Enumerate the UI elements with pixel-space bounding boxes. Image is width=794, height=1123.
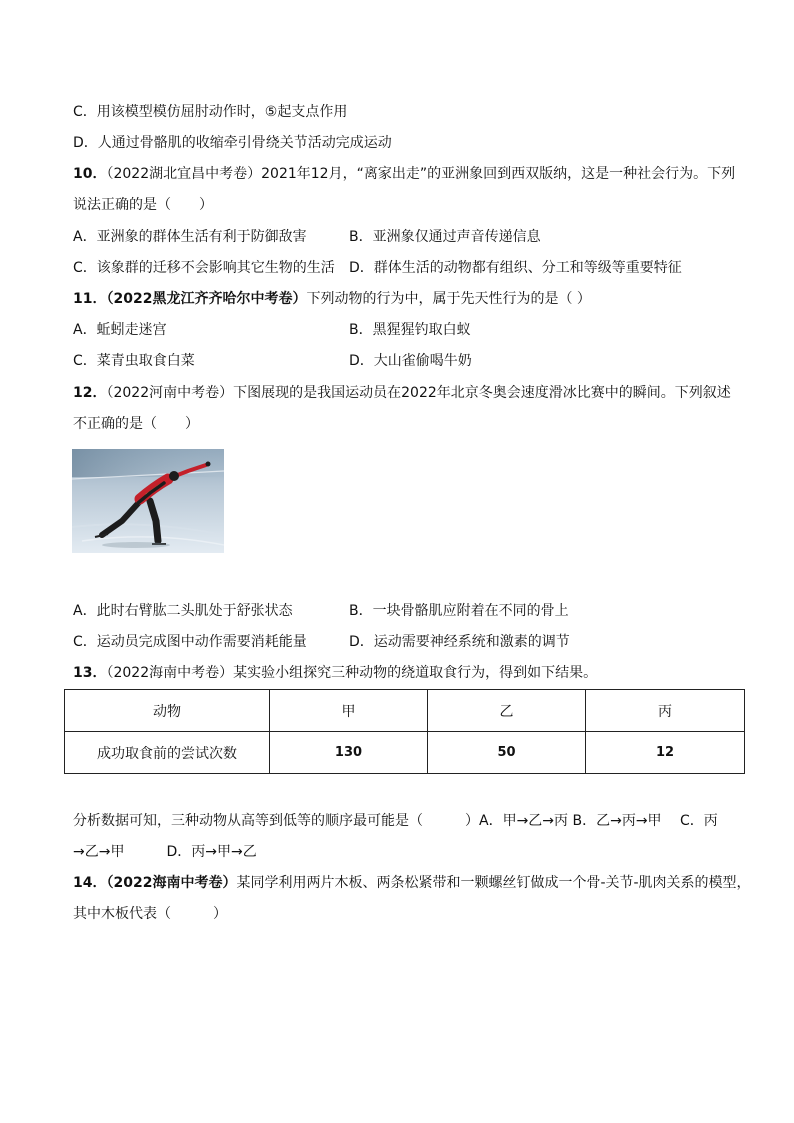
q12-option-a: A．此时右臂肱二头肌处于舒张状态 — [73, 603, 293, 619]
q11-source: （2022黑龙江齐齐哈尔中考卷） — [106, 291, 307, 307]
q13-analysis-line1: 分析数据可知，三种动物从高等到低等的顺序最可能是（ ）A．甲→乙→丙 B．乙→丙→甲 C．丙 — [73, 813, 718, 829]
results-table — [64, 689, 745, 774]
q12-option-b: B．一块骨骼肌应附着在不同的骨上 — [349, 603, 569, 619]
q13-source: （2022海南中考卷） — [106, 665, 234, 681]
q12-option-c: C．运动员完成图中动作需要消耗能量 — [73, 634, 307, 650]
q11-option-c: C．菜青虫取食白菜 — [73, 353, 195, 369]
table-row — [65, 732, 745, 774]
q12-stem-line1 — [73, 383, 731, 403]
q11-option-d: D．大山雀偷喝牛奶 — [349, 353, 472, 369]
q11-stem — [73, 289, 591, 309]
q12-number: 12． — [73, 385, 107, 401]
q11-option-b: B．黑猩猩钓取白蚁 — [349, 322, 471, 338]
table-cell: 12 — [586, 732, 745, 774]
q14-stem-line1 — [73, 873, 751, 893]
q13-stem-text: 某实验小组探究三种动物的绕道取食行为，得到如下结果。 — [233, 665, 598, 681]
q9-option-d: D．人通过骨骼肌的收缩牵引骨绕关节活动完成运动 — [73, 135, 392, 151]
q10-source: （2022湖北宜昌中考卷） — [106, 166, 262, 182]
q12-option-d: D．运动需要神经系统和激素的调节 — [349, 634, 570, 650]
table-cell: 130 — [270, 732, 428, 774]
q13-analysis-line2: →乙→甲 D．丙→甲→乙 — [73, 844, 257, 860]
q13-number: 13． — [73, 665, 107, 681]
q10-stem-line1 — [73, 164, 735, 184]
q10-option-b: B．亚洲象仅通过声音传递信息 — [349, 229, 541, 245]
q10-stem-line2: 说法正确的是（ ） — [73, 197, 213, 213]
table-header-row — [65, 690, 745, 732]
q11-number: 11． — [73, 291, 107, 307]
q14-number: 14． — [73, 875, 107, 891]
table-header-cell: 丙 — [586, 690, 745, 732]
table-row-label: 成功取食前的尝试次数 — [65, 732, 270, 774]
table-cell: 50 — [428, 732, 586, 774]
table-header-cell: 动物 — [65, 690, 270, 732]
q10-option-d: D．群体生活的动物都有组织、分工和等级等重要特征 — [349, 260, 682, 276]
q10-number: 10． — [73, 166, 107, 182]
q10-stem-text: 2021年12月，“离家出走”的亚洲象回到西双版纳，这是一种社会行为。下列 — [261, 166, 736, 182]
q10-option-a: A．亚洲象的群体生活有利于防御敌害 — [73, 229, 307, 245]
q14-stem-text: 某同学利用两片木板、两条松紧带和一颗螺丝钉做成一个骨-关节-肌肉关系的模型， — [236, 875, 751, 891]
q12-source: （2022河南中考卷） — [106, 385, 234, 401]
q10-option-c: C．该象群的迁移不会影响其它生物的生活 — [73, 260, 335, 276]
speed-skater-photo — [72, 449, 224, 553]
q12-stem-line2: 不正确的是（ ） — [73, 416, 199, 432]
table-header-cell: 甲 — [270, 690, 428, 732]
q12-stem-text: 下图展现的是我国运动员在2022年北京冬奥会速度滑冰比赛中的瞬间。下列叙述 — [233, 385, 731, 401]
q9-option-c: C．用该模型模仿屈肘动作时，⑤起支点作用 — [73, 104, 348, 120]
q11-stem-text: 下列动物的行为中，属于先天性行为的是（ ） — [306, 291, 591, 307]
q11-option-a: A．蚯蚓走迷宫 — [73, 322, 167, 338]
q14-stem-line2: 其中木板代表（ ） — [73, 906, 227, 922]
q13-stem — [73, 663, 597, 683]
q14-source: （2022海南中考卷） — [106, 875, 237, 891]
table-header-cell: 乙 — [428, 690, 586, 732]
